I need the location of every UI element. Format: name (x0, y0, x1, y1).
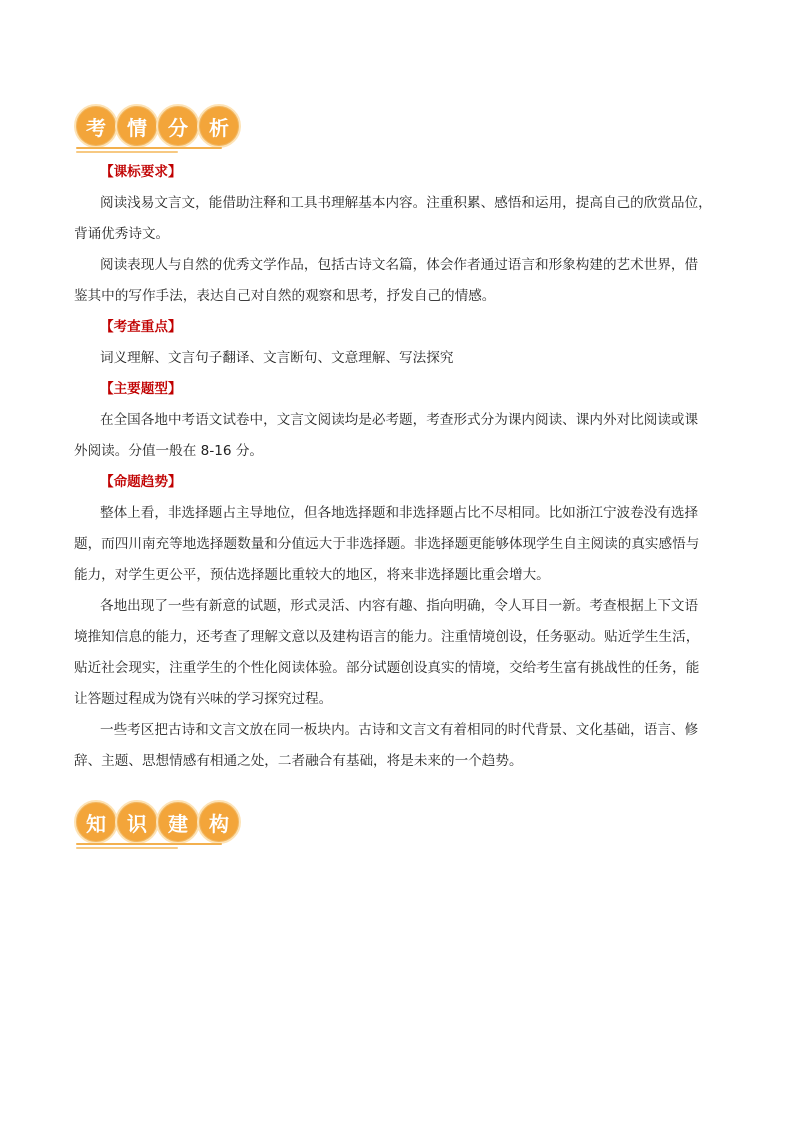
section-tag-focus: 【考查重点】 (100, 319, 182, 335)
section-tag-types: 【主要题型】 (100, 381, 182, 397)
text-line: 外阅读。分值一般在 8-16 分。 (74, 443, 264, 459)
knowledge-banner (74, 800, 238, 846)
text-line: 阅读浅易文言文，能借助注释和工具书理解基本内容。注重积累、感悟和运用，提高自己的欣赏品位， (100, 195, 712, 211)
banner-char: 考 (74, 104, 118, 148)
banner-char: 分 (156, 104, 200, 148)
text-line: 贴近社会现实，注重学生的个性化阅读体验。部分试题创设真实的情境，交给考生富有挑战性的任务，能 (74, 660, 700, 676)
paragraph (74, 188, 745, 312)
text-line: 在全国各地中考语文试卷中，文言文阅读均是必考题，考查形式分为课内阅读、课内外对比阅读或课 (100, 412, 699, 428)
section-tag-curriculum: 【课标要求】 (100, 164, 182, 180)
text-line: 一些考区把古诗和文言文放在同一板块内。古诗和文言文有着相同的时代背景、文化基础，语言、修 (100, 722, 699, 738)
text-line: 背诵优秀诗文。 (74, 226, 170, 242)
banner-char: 情 (115, 104, 159, 148)
text-line: 题，而四川南充等地选择题数量和分值远大于非选择题。非选择题更能够体现学生自主阅读的真实感悟与 (74, 536, 700, 552)
banner-char: 构 (197, 800, 241, 844)
banner-underline (76, 843, 222, 851)
text-line: 境推知信息的能力，还考查了理解文意以及建构语言的能力。注重情境创设，任务驱动。贴近学生生活， (74, 629, 700, 645)
banner-underline (76, 147, 222, 155)
section-tag-trend: 【命题趋势】 (100, 474, 182, 490)
text-line: 词义理解、文言句子翻译、文言断句、文意理解、写法探究 (100, 350, 454, 366)
text-line: 鉴其中的写作手法，表达自己对自然的观察和思考，抒发自己的情感。 (74, 288, 496, 304)
paragraph (74, 498, 745, 777)
banner-char: 建 (156, 800, 200, 844)
text-line: 阅读表现人与自然的优秀文学作品，包括古诗文名篇，体会作者通过语言和形象构建的艺术世界，借 (100, 257, 699, 273)
banner-char: 识 (115, 800, 159, 844)
paragraph (74, 405, 745, 467)
analysis-banner (74, 104, 238, 150)
text-line: 能力，对学生更公平，预估选择题比重较大的地区，将来非选择题比重会增大。 (74, 567, 550, 583)
text-line: 让答题过程成为饶有兴味的学习探究过程。 (74, 691, 333, 707)
text-line: 各地出现了一些有新意的试题，形式灵活、内容有趣、指向明确，令人耳目一新。考查根据上下文语 (100, 598, 699, 614)
text-line: 整体上看，非选择题占主导地位，但各地选择题和非选择题占比不尽相同。比如浙江宁波卷没有选择 (100, 505, 699, 521)
banner-char: 析 (197, 104, 241, 148)
analysis-content (74, 157, 745, 777)
banner-char: 知 (74, 800, 118, 844)
text-line: 辞、主题、思想情感有相通之处，二者融合有基础，将是未来的一个趋势。 (74, 753, 523, 769)
